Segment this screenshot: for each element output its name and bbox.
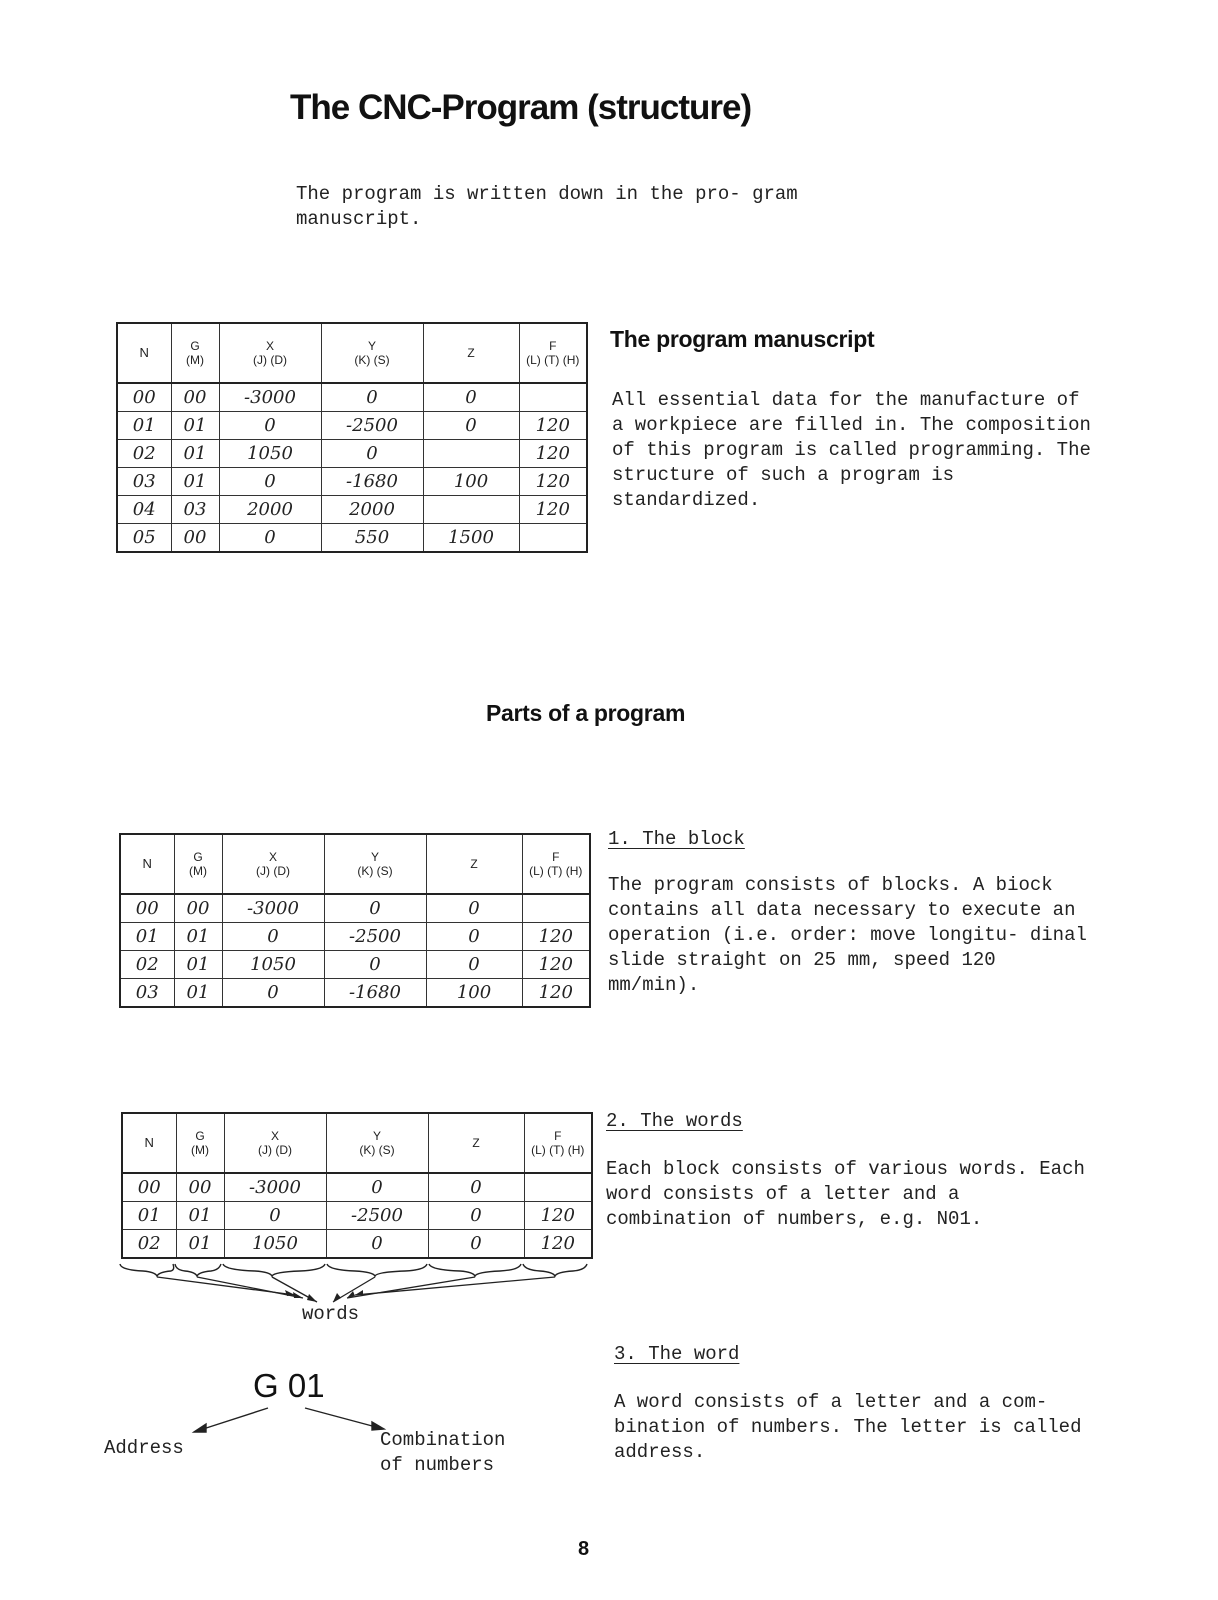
cell-x: 2000 bbox=[219, 496, 321, 524]
cell-x: -3000 bbox=[222, 894, 324, 923]
table-row bbox=[122, 1202, 592, 1230]
cell-y: 0 bbox=[324, 894, 426, 923]
cell-g: 01 bbox=[174, 923, 222, 951]
cell-f bbox=[519, 524, 587, 553]
table-row bbox=[122, 1173, 592, 1202]
col-header-z: Z bbox=[428, 1113, 524, 1173]
cell-n: 03 bbox=[117, 468, 171, 496]
table-row bbox=[120, 951, 590, 979]
cell-g: 01 bbox=[174, 979, 222, 1008]
col-header-z: Z bbox=[423, 323, 519, 383]
word-arrows bbox=[190, 1402, 400, 1442]
col-header-f: F (L) (T) (H) bbox=[519, 323, 587, 383]
brace-y bbox=[327, 1264, 427, 1276]
cell-n: 05 bbox=[117, 524, 171, 553]
cell-g: 01 bbox=[174, 951, 222, 979]
cell-y: 0 bbox=[321, 383, 423, 412]
cell-g: 01 bbox=[176, 1202, 224, 1230]
col-header-n: N bbox=[117, 323, 171, 383]
word-heading: 3. The word bbox=[614, 1343, 740, 1365]
cell-f bbox=[522, 894, 590, 923]
cell-g: 01 bbox=[176, 1230, 224, 1259]
cell-x: -3000 bbox=[219, 383, 321, 412]
block-table bbox=[119, 833, 591, 1008]
cell-n: 00 bbox=[117, 383, 171, 412]
cell-f: 120 bbox=[519, 412, 587, 440]
cell-n: 02 bbox=[122, 1230, 176, 1259]
cell-y: 2000 bbox=[321, 496, 423, 524]
table-header-row bbox=[117, 323, 587, 383]
table-row bbox=[122, 1230, 592, 1259]
cell-y: -2500 bbox=[321, 412, 423, 440]
cell-x: 0 bbox=[224, 1202, 326, 1230]
cell-z: 0 bbox=[423, 383, 519, 412]
col-header-z: Z bbox=[426, 834, 522, 894]
cell-g: 00 bbox=[171, 524, 219, 553]
parts-heading: Parts of a program bbox=[486, 700, 686, 726]
cell-g: 01 bbox=[171, 412, 219, 440]
brace-x bbox=[223, 1264, 325, 1276]
cell-f: 120 bbox=[519, 468, 587, 496]
cell-n: 04 bbox=[117, 496, 171, 524]
cell-y: 0 bbox=[324, 951, 426, 979]
table-row bbox=[117, 496, 587, 524]
cell-z: 0 bbox=[426, 923, 522, 951]
cell-n: 03 bbox=[120, 979, 174, 1008]
cell-g: 01 bbox=[171, 440, 219, 468]
cell-z: 0 bbox=[428, 1173, 524, 1202]
brace-n bbox=[120, 1264, 174, 1276]
cell-y: 0 bbox=[326, 1173, 428, 1202]
table-header-row bbox=[122, 1113, 592, 1173]
cell-f: 120 bbox=[522, 979, 590, 1008]
table-row bbox=[117, 524, 587, 553]
cell-x: 0 bbox=[222, 979, 324, 1008]
words-table bbox=[121, 1112, 593, 1259]
cell-x: 0 bbox=[219, 468, 321, 496]
cell-f: 120 bbox=[522, 923, 590, 951]
table-row bbox=[117, 468, 587, 496]
col-header-y: Y (K) (S) bbox=[326, 1113, 428, 1173]
cell-z: 0 bbox=[426, 951, 522, 979]
brace-g bbox=[175, 1264, 221, 1276]
cell-g: 01 bbox=[171, 468, 219, 496]
table-row bbox=[120, 979, 590, 1008]
words-text: Each block consists of various words. Each word consists of a letter and a combination of numbers, e.g. N01. bbox=[606, 1158, 1085, 1230]
combination-label: Combination of numbers bbox=[380, 1429, 506, 1476]
page-title: The CNC-Program (structure) bbox=[290, 88, 752, 127]
manuscript-table bbox=[116, 322, 588, 553]
page-number: 8 bbox=[578, 1538, 590, 1560]
cell-f: 120 bbox=[522, 951, 590, 979]
cell-y: 0 bbox=[326, 1230, 428, 1259]
cell-x: -3000 bbox=[224, 1173, 326, 1202]
col-header-y: Y (K) (S) bbox=[321, 323, 423, 383]
cell-g: 03 bbox=[171, 496, 219, 524]
cell-f: 120 bbox=[524, 1202, 592, 1230]
cell-f: 120 bbox=[519, 496, 587, 524]
address-label: Address bbox=[104, 1437, 184, 1459]
block-heading: 1. The block bbox=[608, 828, 745, 850]
word-text: A word consists of a letter and a com- bination of numbers. The letter is called address. bbox=[614, 1391, 1082, 1463]
intro-text: The program is written down in the pro- gram manuscript. bbox=[296, 183, 798, 230]
cell-x: 1050 bbox=[219, 440, 321, 468]
cell-g: 00 bbox=[174, 894, 222, 923]
col-header-g: G (M) bbox=[171, 323, 219, 383]
table-row bbox=[117, 440, 587, 468]
cell-y: -1680 bbox=[321, 468, 423, 496]
manuscript-text: All essential data for the manufacture of a workpiece are filled in. The composition of this program is called programming. The structure of such a program is standardized. bbox=[612, 389, 1091, 511]
cell-z: 0 bbox=[423, 412, 519, 440]
cell-z: 100 bbox=[423, 468, 519, 496]
manuscript-heading: The program manuscript bbox=[610, 326, 875, 352]
cell-g: 00 bbox=[171, 383, 219, 412]
cell-z: 1500 bbox=[423, 524, 519, 553]
words-heading: 2. The words bbox=[606, 1110, 743, 1132]
brace-z bbox=[429, 1264, 521, 1276]
cell-n: 01 bbox=[122, 1202, 176, 1230]
cell-z: 0 bbox=[428, 1230, 524, 1259]
cell-x: 0 bbox=[222, 923, 324, 951]
cell-n: 01 bbox=[120, 923, 174, 951]
cell-y: -1680 bbox=[324, 979, 426, 1008]
cell-x: 0 bbox=[219, 524, 321, 553]
col-header-n: N bbox=[122, 1113, 176, 1173]
cell-n: 00 bbox=[120, 894, 174, 923]
cell-y: 550 bbox=[321, 524, 423, 553]
col-header-n: N bbox=[120, 834, 174, 894]
cell-y: -2500 bbox=[324, 923, 426, 951]
col-header-g: G (M) bbox=[176, 1113, 224, 1173]
table-row bbox=[117, 412, 587, 440]
block-text: The program consists of blocks. A biock contains all data necessary to execute an operation (i.e. order: move longitu- dinal slide straight on 25 mm, speed 120 mm/min). bbox=[608, 874, 1087, 996]
cell-x: 0 bbox=[219, 412, 321, 440]
cell-f: 120 bbox=[524, 1230, 592, 1259]
words-arrows-diagram bbox=[115, 1262, 605, 1330]
cell-z: 0 bbox=[428, 1202, 524, 1230]
words-label: words bbox=[302, 1303, 360, 1325]
cell-z: 100 bbox=[426, 979, 522, 1008]
col-header-x: X (J) (D) bbox=[222, 834, 324, 894]
cell-z bbox=[423, 496, 519, 524]
table-row bbox=[117, 383, 587, 412]
cell-y: 0 bbox=[321, 440, 423, 468]
col-header-f: F (L) (T) (H) bbox=[524, 1113, 592, 1173]
cell-f: 120 bbox=[519, 440, 587, 468]
brace-f bbox=[523, 1264, 587, 1276]
cell-n: 01 bbox=[117, 412, 171, 440]
cell-f bbox=[524, 1173, 592, 1202]
col-header-x: X (J) (D) bbox=[224, 1113, 326, 1173]
table-header-row bbox=[120, 834, 590, 894]
col-header-f: F (L) (T) (H) bbox=[522, 834, 590, 894]
word-example: G 01 bbox=[253, 1367, 325, 1404]
table-row bbox=[120, 923, 590, 951]
cell-x: 1050 bbox=[222, 951, 324, 979]
cell-y: -2500 bbox=[326, 1202, 428, 1230]
cell-x: 1050 bbox=[224, 1230, 326, 1259]
cell-f bbox=[519, 383, 587, 412]
col-header-y: Y (K) (S) bbox=[324, 834, 426, 894]
table-row bbox=[120, 894, 590, 923]
col-header-g: G (M) bbox=[174, 834, 222, 894]
cell-z bbox=[423, 440, 519, 468]
cell-n: 02 bbox=[120, 951, 174, 979]
cell-z: 0 bbox=[426, 894, 522, 923]
cell-n: 02 bbox=[117, 440, 171, 468]
col-header-x: X (J) (D) bbox=[219, 323, 321, 383]
cell-n: 00 bbox=[122, 1173, 176, 1202]
cell-g: 00 bbox=[176, 1173, 224, 1202]
